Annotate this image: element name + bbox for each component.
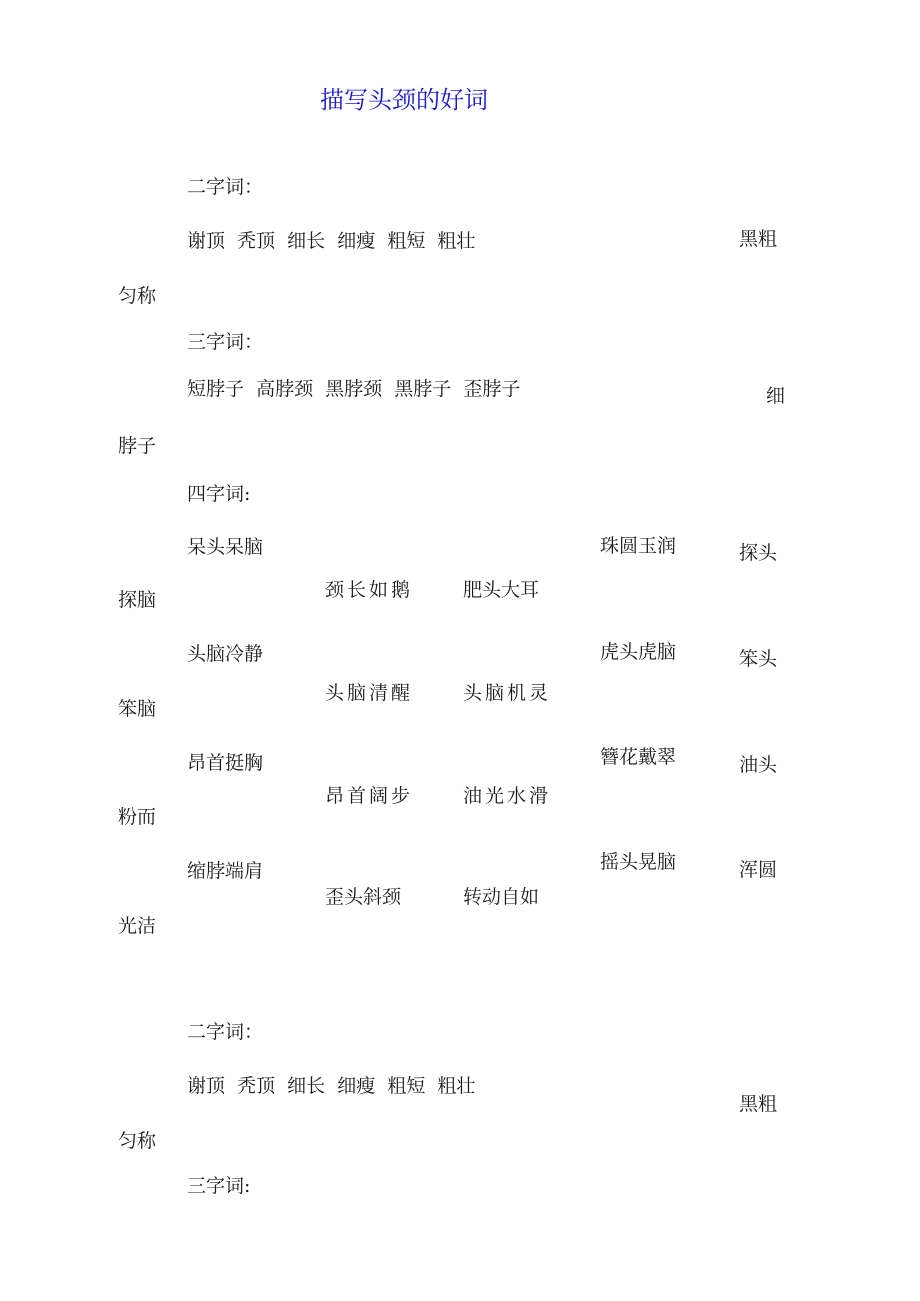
four-char-word: 歪头斜颈 [325, 886, 402, 908]
three-char-wrap: 脖子 [118, 435, 157, 457]
two-char-right: 黑粗 [739, 228, 778, 250]
heading-two-char: 二字词： [187, 176, 264, 198]
four-char-word: 虎头虎脑 [600, 641, 677, 663]
four-char-word: 簪花戴翠 [600, 746, 677, 768]
three-char-right: 细 [766, 385, 786, 407]
two-char-wrap-2: 匀称 [118, 1130, 157, 1152]
four-char-right: 浑圆 [739, 859, 778, 881]
heading-two-char-2: 二字词： [187, 1021, 264, 1043]
two-char-right-2: 黑粗 [739, 1093, 778, 1115]
two-char-words-2: 谢顶 秃顶 细长 细瘦 粗短 粗壮 [187, 1075, 476, 1097]
four-char-word: 头脑机灵 [463, 682, 552, 704]
four-char-right: 探头 [739, 542, 778, 564]
four-char-word: 珠圆玉润 [600, 535, 677, 557]
four-char-word: 油光水滑 [463, 785, 552, 807]
heading-four-char: 四字词: [187, 483, 251, 505]
three-char-words: 短脖子 高脖颈 黑脖颈 黑脖子 歪脖子 [187, 378, 521, 400]
heading-three-char-2: 三字词: [187, 1175, 251, 1197]
four-char-wrap: 光洁 [118, 915, 157, 937]
two-char-words: 谢顶 秃顶 细长 细瘦 粗短 粗壮 [187, 230, 476, 252]
two-char-wrap: 匀称 [118, 285, 157, 307]
four-char-word: 呆头呆脑 [187, 536, 264, 558]
four-char-wrap: 笨脑 [118, 698, 157, 720]
four-char-word: 昂首阔步 [325, 785, 414, 807]
four-char-word: 肥头大耳 [463, 579, 540, 601]
four-char-word: 转动自如 [463, 886, 540, 908]
four-char-right: 笨头 [739, 648, 778, 670]
four-char-right: 油头 [739, 754, 778, 776]
four-char-word: 头脑冷静 [187, 643, 264, 665]
page-title: 描写头颈的好词 [320, 86, 488, 114]
four-char-word: 颈长如鹅 [325, 579, 414, 601]
four-char-word: 昂首挺胸 [187, 752, 264, 774]
four-char-wrap: 探脑 [118, 589, 157, 611]
four-char-word: 缩脖端肩 [187, 860, 264, 882]
four-char-wrap: 粉而 [118, 806, 157, 828]
four-char-word: 摇头晃脑 [600, 851, 677, 873]
four-char-word: 头脑清醒 [325, 682, 414, 704]
heading-three-char: 三字词： [187, 331, 264, 353]
